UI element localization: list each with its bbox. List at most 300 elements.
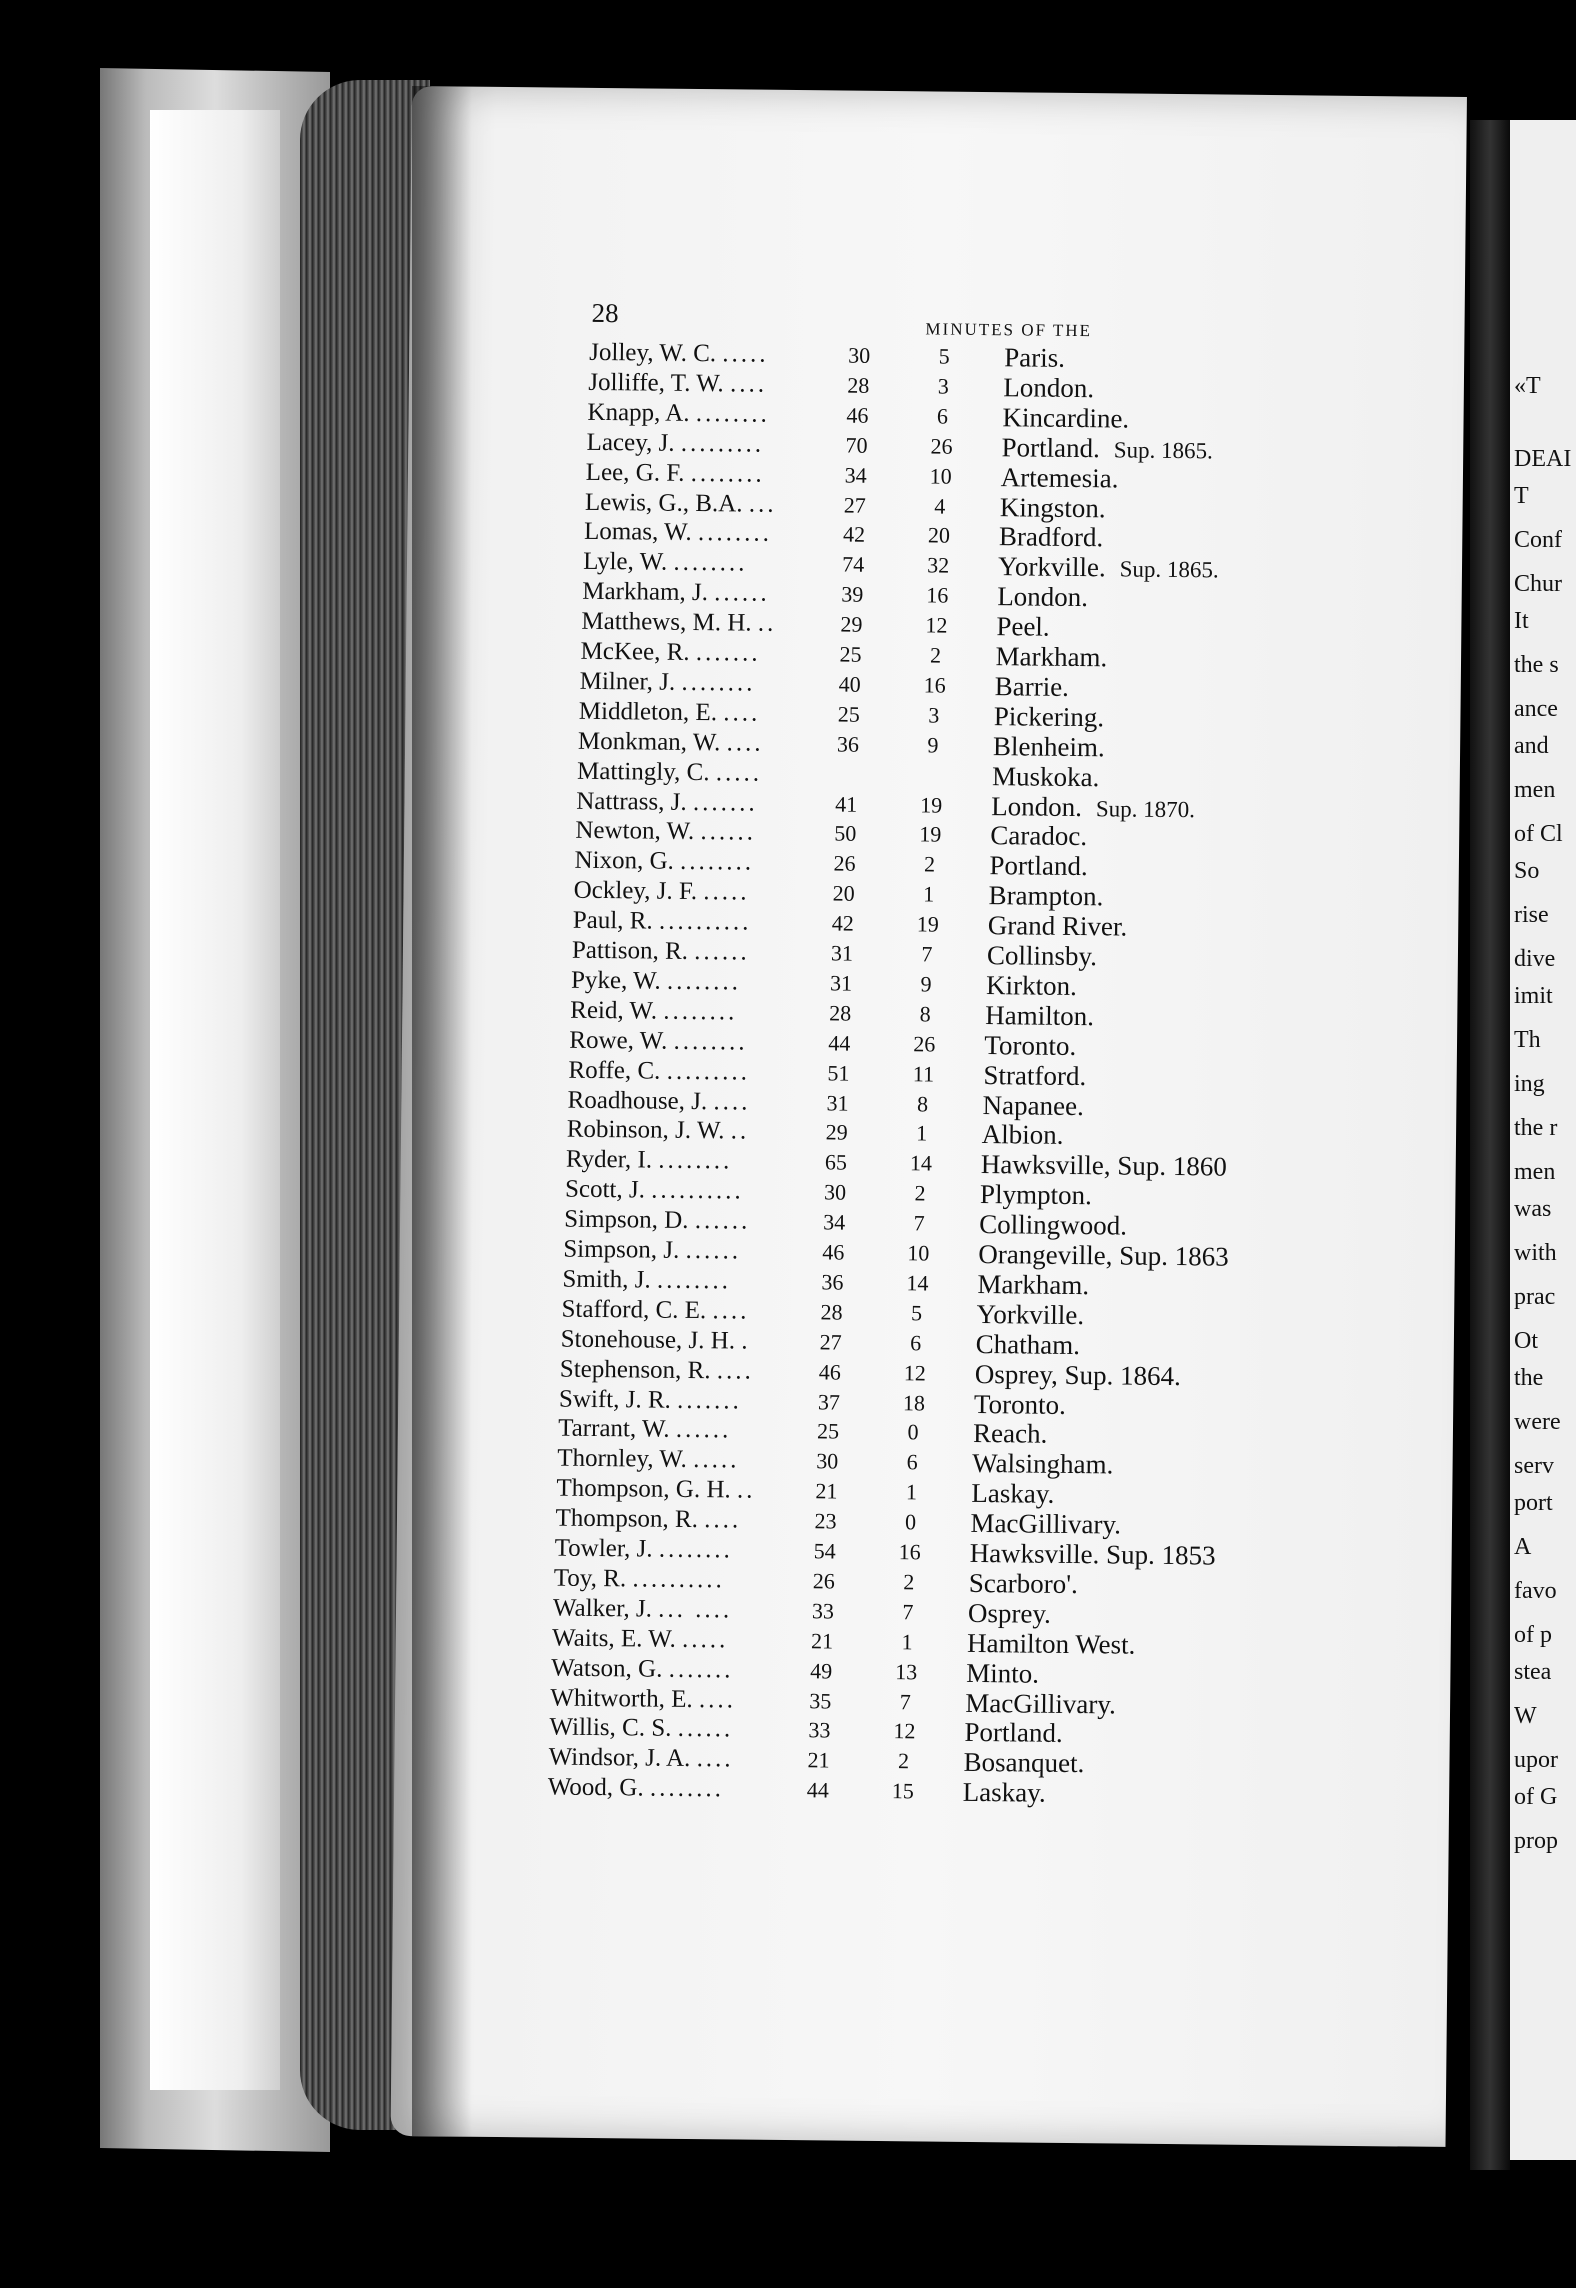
age-value: 26 [812,1568,835,1594]
name-with-leader [554,1563,725,1595]
name-with-leader [587,398,770,430]
years-value: 19 [916,911,939,937]
name-with-leader [586,457,765,489]
age-value: 28 [829,1000,852,1026]
name-with-leader [582,577,770,609]
dot-leader: .......... [632,1565,726,1594]
name-with-leader [585,487,777,519]
years-value: 16 [926,582,949,608]
dot-leader: .. [736,1476,756,1504]
station-name: Napanee. [982,1089,1084,1121]
age-value: 50 [834,820,857,847]
station-name: Caradoc. [990,820,1088,852]
dot-leader: ........ [695,399,770,428]
dot-leader: ..... [703,878,750,906]
station-name: Bosanquet. [963,1747,1085,1779]
years-value: 16 [898,1539,921,1565]
right-page-text: «T [1514,372,1541,399]
station-name: Osprey, Sup. 1864. [974,1358,1181,1391]
dot-leader: ....... [676,1386,742,1415]
dot-leader: .... [726,729,764,757]
right-page-text: ance [1514,696,1558,723]
minister-name: Matthews, M. H. [581,607,752,637]
station-name: Scarboro'. [968,1567,1079,1599]
dot-leader: .......... [651,1176,744,1205]
years-value: 8 [916,1090,929,1116]
age-value: 20 [832,880,855,906]
age-value: 31 [830,940,854,966]
minister-name: Pyke, W. [570,966,661,995]
name-with-leader [549,1713,733,1745]
age-value: 42 [831,910,854,936]
dot-leader: .. [730,1117,750,1145]
dot-leader: ........ [697,519,773,548]
station-name: Collinsby. [986,940,1098,972]
dot-leader: ...... [677,1715,734,1743]
name-with-leader [564,1205,750,1237]
name-with-leader [570,996,737,1028]
name-with-leader [588,368,767,400]
age-value: 70 [845,432,868,458]
age-value: 25 [816,1418,840,1444]
years-value: 3 [937,373,949,399]
name-with-leader [565,1175,744,1207]
years-value: 13 [895,1658,918,1684]
age-value: 21 [807,1747,830,1773]
dot-leader: ........ [673,549,748,577]
years-value: 10 [929,463,952,489]
right-page-text: Ot [1514,1328,1538,1355]
age-value: 33 [808,1717,831,1743]
dot-leader: .... [696,1745,734,1773]
name-with-leader [589,338,769,370]
years-value: 8 [919,1001,931,1027]
name-with-leader [567,1085,750,1117]
dot-leader: ..... [722,340,769,368]
minister-name: Pattison, R. [571,936,689,965]
years-value: 2 [897,1748,910,1774]
name-with-leader [558,1414,731,1446]
dot-leader: ...... [694,938,750,966]
dot-leader: ........ [656,1266,732,1295]
right-page-fragment [1510,120,1576,2160]
station-name: Minto. [966,1657,1040,1689]
right-page-text: Chur [1514,571,1562,598]
right-page-text: Th [1514,1026,1541,1053]
years-value: 3 [928,702,940,728]
right-page-text: men [1514,1159,1556,1186]
right-page-text: imit [1514,982,1553,1009]
age-value: 74 [842,551,865,578]
minister-name: Smith, J. [562,1265,651,1294]
age-value: 42 [842,521,866,548]
superannuation-note: Sup. 1870. [1095,795,1196,822]
station-name: Collingwood. [979,1209,1128,1241]
dot-leader: ........ [681,668,756,697]
name-with-leader [561,1294,749,1326]
dot-leader: ....... [668,1655,734,1684]
right-page-text: So [1514,857,1540,884]
station-name: Laskay. [962,1777,1046,1808]
station-name: Toronto. [984,1029,1077,1061]
right-page-text: was [1514,1196,1552,1222]
station-name: Yorkville. [976,1298,1085,1330]
minister-name: Nixon, G. [574,847,674,876]
years-value: 16 [923,672,946,698]
age-value: 25 [837,701,860,727]
minister-name: Swift, J. R. [558,1385,671,1414]
minister-name: Milner, J. [579,667,676,696]
station-name: Blenheim. [992,730,1105,762]
dot-leader: ....... [692,788,758,817]
years-value: 6 [936,403,949,429]
gutter-shadow [412,86,472,2136]
name-with-leader [574,876,750,908]
years-value [907,760,957,761]
years-value: 7 [913,1210,925,1236]
age-value: 36 [836,731,860,757]
years-value: 19 [919,821,942,847]
age-value: 33 [811,1598,835,1624]
name-with-leader [573,906,752,938]
station-name: Markham. [977,1268,1090,1301]
name-with-leader [550,1683,736,1715]
left-page [391,86,1467,2147]
minister-name: Lee, G. F. [585,458,685,487]
age-value: 27 [843,492,867,518]
age-value: 25 [839,641,862,667]
years-value: 7 [899,1688,911,1714]
dot-leader: ....... [695,639,761,667]
name-with-leader [578,726,764,758]
station-name: Hawksville, Sup. 1860 [980,1149,1228,1182]
years-value: 18 [902,1389,926,1415]
name-with-leader [555,1504,741,1536]
right-page-text: of G [1514,1784,1558,1810]
station-name: Toronto. [973,1388,1066,1420]
minister-name: Robinson, J. W. [566,1116,725,1145]
dot-leader: .... [723,699,761,727]
right-page-text: rise [1514,902,1549,928]
years-value: 26 [930,433,953,459]
name-with-leader [560,1354,754,1386]
flyleaf-edge [150,110,280,2090]
station-name: Portland. [989,850,1088,882]
age-value: 34 [844,462,867,488]
minister-name: Lewis, G., B.A. [584,488,743,517]
name-with-leader [571,966,741,998]
minister-name: Paul, R. [572,906,653,935]
right-page-text: prac [1514,1284,1556,1311]
minister-name: Roffe, C. [568,1056,661,1085]
minister-name: Thompson, R. [555,1504,699,1534]
dot-leader: . [741,1327,751,1355]
years-value: 7 [902,1599,914,1625]
right-page-text: favo [1514,1578,1557,1605]
name-with-leader [580,667,756,699]
age-value: 30 [823,1179,847,1205]
minister-name: Mattingly, C. [576,757,710,786]
dot-leader: ...... [700,818,757,847]
station-name: Hawksville. Sup. 1853 [969,1537,1216,1571]
minister-name: Middleton, E. [578,697,718,727]
years-value: 9 [927,732,939,758]
years-value: 4 [934,492,946,519]
minister-name: Thornley, W. [557,1444,688,1474]
station-name: Plympton. [979,1179,1092,1211]
station-name: Grand River. [987,910,1128,942]
dot-leader: ...... [714,579,770,607]
years-value: 26 [913,1030,936,1057]
years-value: 9 [920,971,932,997]
years-value: 11 [912,1060,935,1087]
name-with-leader [559,1384,742,1416]
dot-leader: .... [704,1506,742,1534]
age-value: 46 [822,1239,845,1265]
minister-name: Lyle, W. [583,548,668,576]
minister-name: Monkman, W. [577,727,721,756]
age-value: 26 [833,850,856,876]
years-value: 1 [905,1479,918,1505]
dot-leader: .... [712,1297,750,1325]
age-value: 46 [818,1358,841,1385]
right-page-text: of p [1514,1622,1552,1649]
age-value: 46 [846,402,869,428]
age-value: 28 [847,372,870,398]
name-with-leader [586,428,764,460]
station-name: Bradford. [998,521,1104,553]
station-line [998,551,1219,585]
station-name: Osprey. [967,1597,1052,1629]
age-value: 36 [821,1269,844,1295]
station-name: Muskoka. [991,760,1100,792]
station-name: Brampton. [988,880,1104,912]
minister-name: Rowe, W. [569,1026,668,1055]
minister-name: Whitworth, E. [550,1684,693,1713]
station-name: Portland. [1001,431,1100,463]
right-page-text: A [1514,1534,1532,1561]
dot-leader: .... [698,1685,737,1713]
station-name: Walsingham. [972,1448,1114,1480]
dot-leader: .... [713,1087,751,1116]
station-name: Peel. [996,611,1050,642]
station-name: MacGillivary. [965,1687,1116,1719]
minister-name: Markham, J. [582,577,709,607]
age-value: 44 [828,1030,851,1056]
name-with-leader [583,547,748,579]
dot-leader: ........ [658,1146,733,1175]
dot-leader: ........ [658,1535,734,1564]
superannuation-note: Sup. 1865. [1113,437,1213,464]
station-name: Kirkton. [985,969,1077,1001]
station-name: London. [997,581,1089,613]
right-page-text: prop [1514,1828,1558,1855]
name-with-leader [552,1623,728,1655]
age-value: 27 [819,1329,842,1355]
name-with-leader [584,517,772,549]
right-page-text: of Cl [1514,821,1563,848]
station-line [1001,432,1213,466]
years-value: 12 [925,612,948,638]
dot-leader: ... [748,490,777,518]
right-page-text: DEAI [1514,446,1572,473]
years-value: 32 [927,552,950,578]
minister-name: Walker, J. [552,1594,653,1623]
right-page-text: W [1514,1703,1537,1730]
years-value: 0 [904,1509,917,1535]
superannuation-note: Sup. 1865. [1119,556,1219,583]
age-value: 49 [810,1657,833,1684]
minister-name: McKee, R. [580,637,690,666]
age-value: 65 [824,1149,848,1175]
dot-leader: ...... [694,1207,751,1235]
station-name: Kincardine. [1002,401,1130,434]
minister-name: Newton, W. [575,817,695,846]
minister-name: Stafford, C. E. [561,1295,707,1324]
dot-leader: ..... [693,1446,740,1474]
station-name: MacGillivary. [970,1508,1122,1540]
years-value: 10 [907,1240,930,1266]
station-line [991,791,1195,825]
minister-name: Wood, G. [547,1773,644,1802]
station-name: Paris. [1004,342,1066,373]
right-page-text: the s [1514,652,1559,679]
minister-name: Lomas, W. [583,518,692,547]
name-with-leader [567,1115,750,1147]
years-value: 20 [927,522,951,549]
age-value: 44 [806,1777,829,1803]
name-with-leader [557,1444,739,1476]
name-with-leader [569,1025,747,1057]
years-value: 1 [916,1120,928,1146]
years-value: 0 [907,1419,919,1445]
station-name: Albion. [981,1119,1064,1151]
right-page-text: dive [1514,946,1556,973]
station-name: London. [1003,372,1095,404]
age-value: 41 [835,790,858,817]
age-value: 23 [814,1508,837,1534]
age-value: 21 [810,1627,834,1654]
minister-name: Stonehouse, J. H. [560,1325,736,1355]
right-page-text: with [1514,1240,1557,1267]
minister-name: Stephenson, R. [559,1355,711,1384]
name-with-leader [562,1265,731,1297]
age-value: 29 [840,611,863,637]
minister-name: Lacey, J. [586,428,675,457]
name-with-leader [575,816,756,848]
age-value: 31 [826,1089,849,1116]
name-with-leader [566,1145,733,1177]
years-value: 12 [903,1359,926,1386]
years-value: 6 [910,1329,922,1356]
name-with-leader [563,1235,741,1267]
years-value: 2 [903,1569,915,1595]
years-value: 5 [938,343,950,369]
station-name: Chatham. [975,1328,1081,1360]
gutter-spine [1470,120,1510,2170]
minister-name: Ockley, J. F. [573,876,698,906]
years-value: 2 [914,1180,926,1206]
station-name: Kingston. [999,491,1106,523]
minister-name: Jolley, W. C. [589,338,717,368]
age-value: 34 [823,1209,846,1235]
minister-name: Willis, C. S. [549,1713,672,1743]
name-with-leader [574,846,754,878]
minister-name: Towler, J. [554,1534,653,1563]
minister-name: Tarrant, W. [557,1414,670,1444]
station-name: Orangeville, Sup. 1863 [978,1238,1229,1272]
right-page-text: upor [1514,1747,1558,1774]
right-page-text: and [1514,732,1549,759]
dot-leader: ...... [675,1416,732,1444]
minister-name: Reid, W. [570,996,658,1025]
minister-name: Simpson, J. [563,1235,680,1264]
dot-leader: ........ [666,967,742,996]
age-value: 37 [817,1388,841,1415]
years-value: 1 [901,1628,913,1655]
name-with-leader [555,1534,733,1566]
years-value: 14 [909,1150,933,1176]
minister-name: Thompson, G. H. [556,1474,731,1504]
years-value: 12 [893,1718,916,1744]
years-value: 2 [929,642,942,668]
right-page-text: ing [1514,1071,1545,1098]
years-value: 7 [921,941,933,967]
station-name: Stratford. [983,1059,1087,1091]
dot-leader: ........ [663,997,738,1026]
name-with-leader [579,697,761,729]
age-value: 39 [841,581,864,607]
name-with-leader [581,607,776,639]
minister-name: Jolliffe, T. W. [588,368,724,398]
dot-leader: ........ [673,1027,748,1056]
station-name: Barrie. [994,671,1070,702]
years-value: 14 [906,1270,929,1296]
station-name: Artemesia. [1000,461,1119,494]
dot-leader: ..... [715,758,763,787]
station-name: Laskay. [971,1478,1055,1509]
name-with-leader [561,1324,751,1356]
name-with-leader [548,1773,724,1805]
dot-leader: .. [757,609,777,637]
minister-name: Scott, J. [564,1175,646,1204]
station-name: Pickering. [993,700,1105,733]
dot-leader: ........ [679,848,755,876]
dot-leader: .... [729,370,768,398]
minister-name: Roadhouse, J. [567,1086,708,1115]
age-value: 29 [825,1119,848,1146]
name-with-leader [553,1593,733,1625]
right-page-text: the [1514,1365,1544,1392]
years-value: 6 [906,1449,918,1475]
page-number: 28 [591,297,619,329]
minister-name: Ryder, I. [565,1145,653,1174]
minister-name: Nattrass, J. [576,787,687,816]
age-value: 40 [838,671,861,697]
name-with-leader [568,1055,750,1087]
station-name: Reach. [972,1418,1048,1450]
name-with-leader [577,756,762,788]
age-value: 30 [848,342,871,368]
age-value: 54 [813,1538,836,1564]
minister-name: Windsor, J. A. [548,1743,691,1773]
right-page-text: were [1514,1409,1561,1436]
station-name: London. [991,790,1083,822]
right-page-text: It [1514,608,1529,634]
dot-leader: ......... [666,1057,751,1086]
dot-leader: .... [716,1356,754,1385]
station-name: Hamilton. [985,999,1095,1031]
